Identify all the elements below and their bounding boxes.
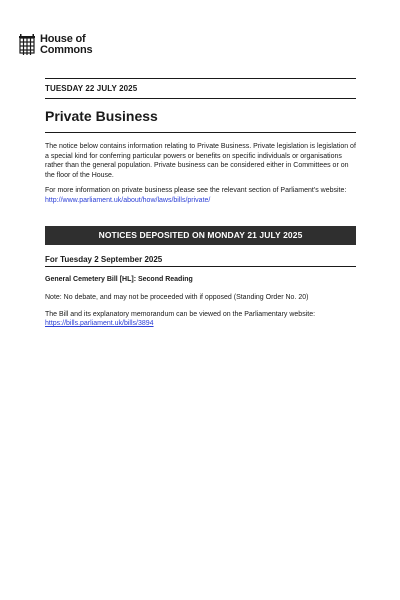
logo-line-1: House of xyxy=(40,33,86,45)
bill-note: Note: No debate, and may not be proceeded with if opposed (Standing Order No. 20) xyxy=(45,293,309,301)
intro-paragraph: The notice below contains information relating to Private Business. Private legislation is legislation of a special kind for conferring particular powers or benefits on specific individuals or organisations rather than the general population. Private business can be considered either in Committees or on the floor of the House. xyxy=(45,143,356,179)
more-info-text: For more information on private business please see the relevant section of Parliament's website: xyxy=(45,187,347,195)
logo-wordmark xyxy=(40,34,92,56)
more-info-paragraph xyxy=(45,186,356,205)
logo-line-2: Commons xyxy=(40,44,93,56)
private-bills-link[interactable]: http://www.parliament.uk/about/how/laws/bills/private/ xyxy=(45,196,211,204)
notices-banner: NOTICES DEPOSITED ON MONDAY 21 JULY 2025 xyxy=(45,226,356,245)
bill-info-text: The Bill and its explanatory memorandum can be viewed on the Parliamentary website: xyxy=(45,310,316,318)
page-title: Private Business xyxy=(45,108,158,124)
portcullis-icon xyxy=(18,34,36,56)
bill-title: General Cemetery Bill [HL]: Second Reading xyxy=(45,275,193,283)
issue-date: TUESDAY 22 JULY 2025 xyxy=(45,84,138,93)
bill-info-paragraph xyxy=(45,310,356,329)
divider xyxy=(45,266,356,267)
for-date-heading: For Tuesday 2 September 2025 xyxy=(45,254,163,264)
bill-link[interactable]: https://bills.parliament.uk/bills/3894 xyxy=(45,320,154,328)
house-of-commons-logo xyxy=(18,34,92,56)
divider xyxy=(45,132,356,133)
notice-content xyxy=(45,78,356,329)
